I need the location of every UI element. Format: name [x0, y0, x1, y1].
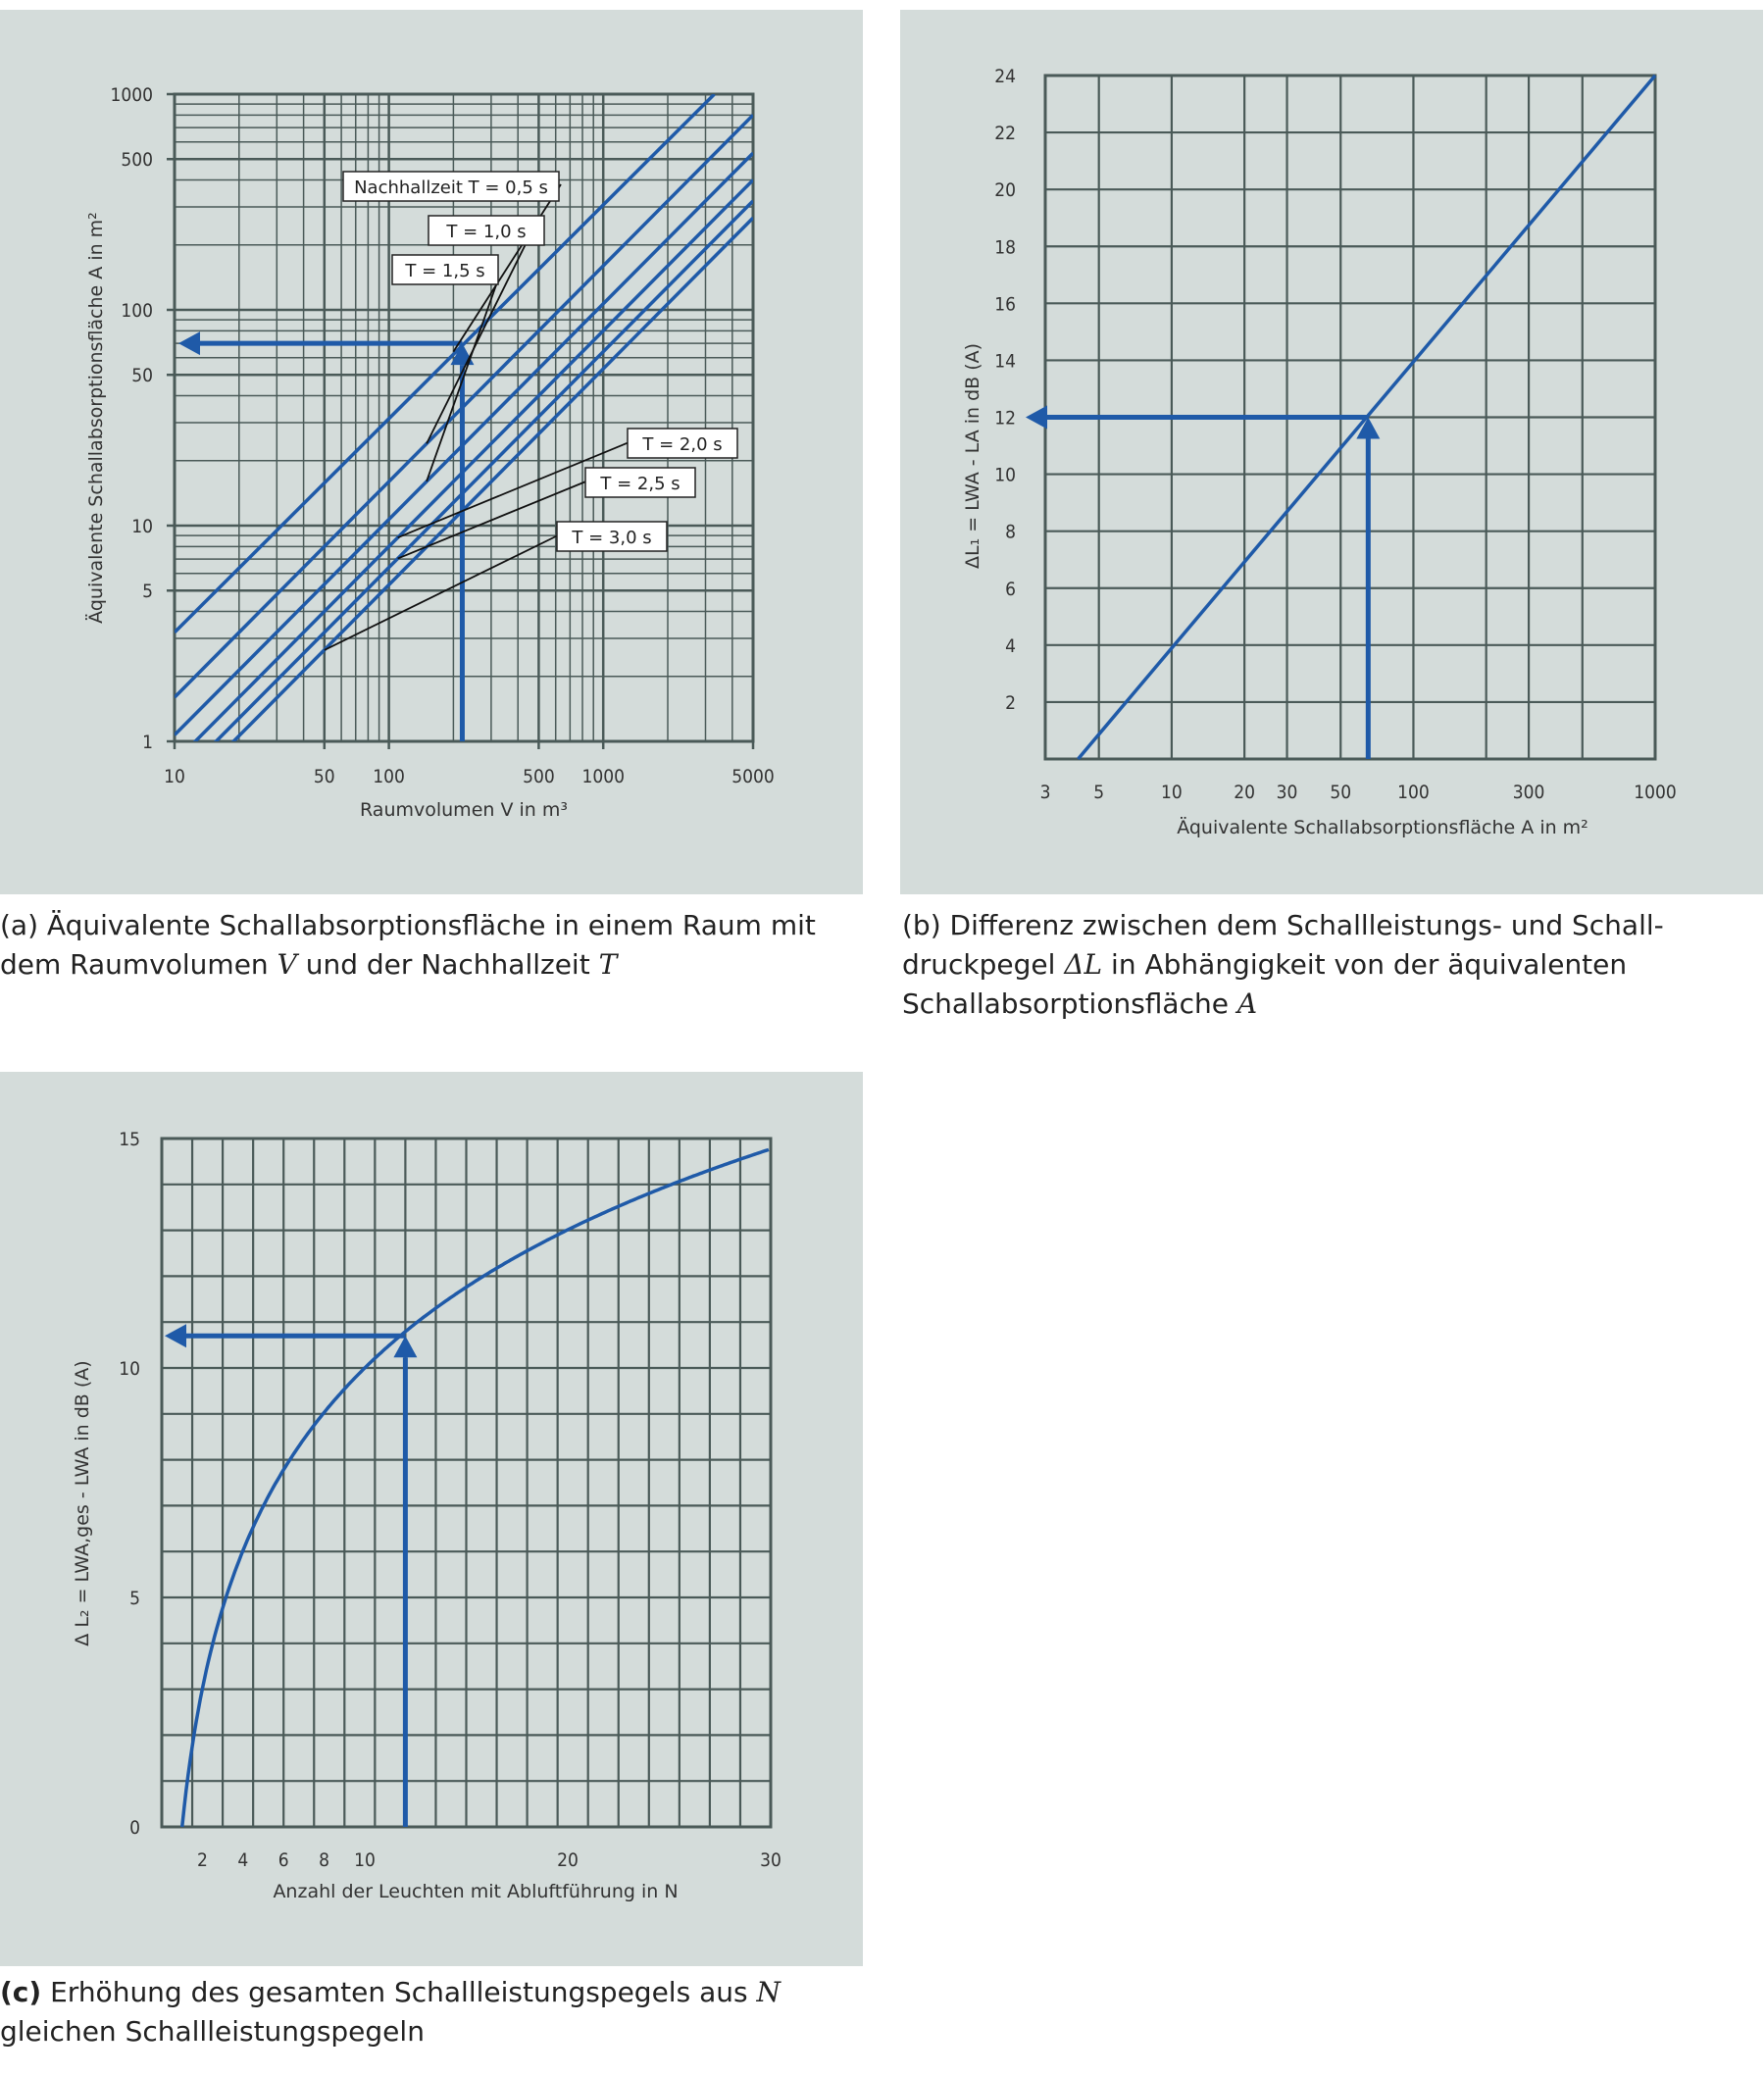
caption-a-prefix: (a) [0, 909, 39, 941]
x-tick-label: 30 [1276, 782, 1298, 803]
y-tick-label: 15 [119, 1129, 140, 1150]
caption-b [902, 906, 1763, 1024]
x-tick-label: 3 [1039, 782, 1051, 803]
caption-b-line1 [902, 906, 1763, 945]
x-tick-label: 1000 [1634, 782, 1677, 803]
y-tick-label: 1000 [110, 84, 153, 106]
x-tick-label: 5000 [731, 766, 775, 787]
y-tick-label: 8 [1005, 521, 1016, 543]
x-tick-label: 1000 [581, 766, 625, 787]
chart-a-ylabel: Äquivalente Schallabsorptionsfläche A in m² [85, 212, 107, 624]
chart-b-background [900, 10, 1763, 894]
y-tick-label: 10 [119, 1358, 140, 1380]
series-label: T = 2,5 s [600, 474, 680, 494]
y-tick-label: 10 [131, 516, 153, 537]
x-tick-label: 50 [313, 766, 335, 787]
x-tick-label: 8 [319, 1849, 330, 1871]
x-tick-label: 2 [196, 1849, 208, 1871]
caption-c [0, 1973, 863, 2051]
caption-b-line2 [902, 945, 1763, 985]
x-tick-label: 300 [1512, 782, 1545, 803]
caption-c-text1: Erhöhung des gesamten Schallleistungspegels aus [41, 1976, 757, 2008]
y-tick-label: 50 [131, 365, 153, 387]
y-tick-label: 0 [129, 1817, 140, 1839]
chart-c-ylabel: Δ L₂ = LWA,ges - LWA in dB (A) [72, 1360, 93, 1646]
chart-c-xlabel: Anzahl der Leuchten mit Abluftführung in N [273, 1881, 679, 1902]
caption-b-text2a: druckpegel [902, 948, 1065, 981]
caption-b-text2b: in Abhängigkeit von der äquivalenten [1102, 948, 1628, 981]
caption-a [0, 906, 863, 985]
y-tick-label: 14 [994, 350, 1016, 373]
x-tick-label: 100 [1397, 782, 1430, 803]
caption-c-symbol-n: N [756, 1976, 781, 2008]
x-tick-label: 6 [277, 1849, 289, 1871]
series-label: T = 2,0 s [642, 434, 723, 455]
y-tick-label: 22 [994, 123, 1016, 145]
x-tick-label: 10 [164, 766, 185, 787]
caption-a-line2 [0, 945, 863, 985]
x-tick-label: 4 [237, 1849, 249, 1871]
x-tick-label: 100 [373, 766, 405, 787]
x-tick-label: 10 [354, 1849, 376, 1871]
caption-c-line2 [0, 2012, 863, 2051]
y-tick-label: 20 [994, 179, 1016, 202]
x-tick-label: 20 [557, 1849, 579, 1871]
series-label: T = 1,0 s [446, 222, 527, 242]
y-tick-label: 6 [1005, 578, 1016, 600]
caption-a-symbol-t: T [598, 948, 618, 981]
series-label: Nachhallzeit T = 0,5 s [354, 177, 548, 198]
y-tick-label: 16 [994, 293, 1016, 316]
caption-a-line1 [0, 906, 863, 945]
y-tick-label: 12 [994, 407, 1016, 430]
caption-c-prefix: (c) [0, 1976, 42, 2008]
y-tick-label: 2 [1005, 691, 1016, 714]
caption-b-symbol-dl: ΔL [1064, 948, 1103, 981]
y-tick-label: 18 [994, 236, 1016, 259]
chart-c-grid [162, 1139, 771, 1827]
caption-b-symbol-a: A [1236, 987, 1258, 1020]
series-label: T = 1,5 s [405, 261, 485, 281]
y-tick-label: 1 [142, 732, 153, 753]
x-tick-label: 20 [1234, 782, 1256, 803]
caption-b-text3: Schallabsorptionsfläche [902, 987, 1237, 1020]
caption-b-text1: Differenz zwischen dem Schallleistungs- und Schall- [940, 909, 1664, 941]
caption-c-line1 [0, 1973, 863, 2012]
caption-a-text1: Äquivalente Schallabsorptionsfläche in einem Raum mit [38, 909, 816, 941]
y-tick-label: 10 [994, 464, 1016, 486]
y-tick-label: 100 [121, 300, 153, 322]
y-tick-label: 24 [994, 66, 1016, 87]
x-tick-label: 30 [760, 1849, 781, 1871]
chart-a [0, 10, 863, 894]
caption-a-text2a: dem Raumvolumen [0, 948, 277, 981]
caption-b-prefix: (b) [902, 909, 941, 941]
chart-b-xlabel: Äquivalente Schallabsorptionsfläche A in m² [1177, 817, 1588, 838]
y-tick-label: 5 [129, 1588, 140, 1609]
y-tick-label: 4 [1005, 634, 1016, 657]
y-tick-label: 5 [142, 581, 153, 603]
chart-c [0, 1072, 863, 1966]
x-tick-label: 5 [1093, 782, 1105, 803]
chart-b [900, 10, 1763, 894]
caption-b-line3 [902, 985, 1763, 1024]
chart-b-ylabel: ΔL₁ = LWA - LA in dB (A) [962, 342, 983, 570]
series-label: T = 3,0 s [572, 528, 652, 548]
caption-a-symbol-v: V [277, 948, 297, 981]
caption-c-text2: gleichen Schallleistungspegeln [0, 2015, 425, 2048]
caption-a-text2b: und der Nachhallzeit [296, 948, 599, 981]
chart-a-xlabel: Raumvolumen V in m³ [360, 799, 568, 821]
y-tick-label: 500 [121, 149, 153, 172]
x-tick-label: 10 [1161, 782, 1183, 803]
x-tick-label: 50 [1330, 782, 1352, 803]
x-tick-label: 500 [523, 766, 555, 787]
